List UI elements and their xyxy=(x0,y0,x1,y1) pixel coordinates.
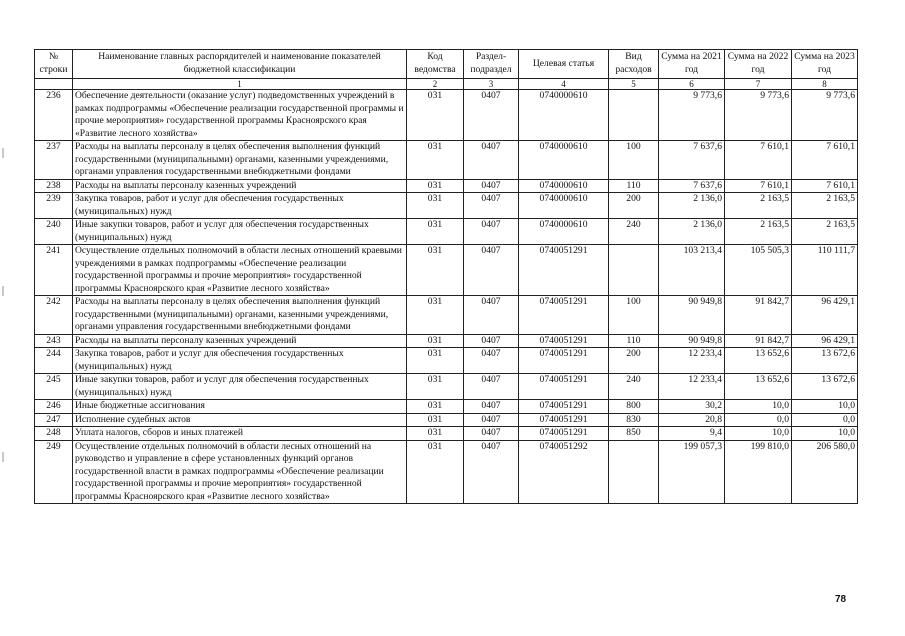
row-expense-type xyxy=(609,245,659,296)
row-sum-2022: 7 610,1 xyxy=(725,141,792,180)
row-name: Осуществление отдельных полномочий в области лесных отношений краевыми учреждениями в рамках подпрограммы «Обеспечение реализации государственной программы и прочие мероприятия» государственной программы Красноярского края «Развитие лесного хозяйства» xyxy=(73,245,407,296)
row-section: 0407 xyxy=(464,179,519,193)
row-section: 0407 xyxy=(464,427,519,441)
row-section: 0407 xyxy=(464,374,519,400)
header-cell: Код ведомства xyxy=(407,50,464,79)
row-sum-2021: 90 949,8 xyxy=(659,334,725,348)
row-sum-2021: 199 057,3 xyxy=(659,440,725,504)
row-sum-2023: 13 672,6 xyxy=(792,348,858,374)
table-row xyxy=(35,179,858,193)
row-sum-2022: 10,0 xyxy=(725,400,792,414)
header-cell: Целевая статья xyxy=(519,50,609,79)
row-number: 245 xyxy=(35,374,73,400)
row-expense-type xyxy=(609,440,659,504)
row-sum-2023: 206 580,0 xyxy=(792,440,858,504)
row-number: 241 xyxy=(35,245,73,296)
row-sum-2022: 2 163,5 xyxy=(725,219,792,245)
row-sum-2022: 7 610,1 xyxy=(725,179,792,193)
row-section: 0407 xyxy=(464,193,519,219)
row-sum-2022: 105 505,3 xyxy=(725,245,792,296)
scan-mark xyxy=(2,148,4,158)
row-sum-2021: 9 773,6 xyxy=(659,90,725,141)
row-number: 244 xyxy=(35,348,73,374)
row-department-code: 031 xyxy=(407,90,464,141)
row-sum-2022: 91 842,7 xyxy=(725,296,792,335)
row-number: 246 xyxy=(35,400,73,414)
table-row xyxy=(35,90,858,141)
row-sum-2023: 7 610,1 xyxy=(792,179,858,193)
row-name: Расходы на выплаты персоналу казенных учреждений xyxy=(73,179,407,193)
row-department-code: 031 xyxy=(407,245,464,296)
row-sum-2021: 2 136,0 xyxy=(659,193,725,219)
row-sum-2022: 2 163,5 xyxy=(725,193,792,219)
row-section: 0407 xyxy=(464,413,519,427)
row-number: 249 xyxy=(35,440,73,504)
scan-mark xyxy=(2,452,4,462)
row-number: 240 xyxy=(35,219,73,245)
row-target-article: 0740051291 xyxy=(519,427,609,441)
table-row xyxy=(35,245,858,296)
row-number: 243 xyxy=(35,334,73,348)
table-row xyxy=(35,427,858,441)
row-department-code: 031 xyxy=(407,440,464,504)
row-expense-type: 240 xyxy=(609,374,659,400)
row-sum-2023: 13 672,6 xyxy=(792,374,858,400)
column-number: 2 xyxy=(407,79,464,90)
row-target-article: 0740051291 xyxy=(519,334,609,348)
row-target-article: 0740000610 xyxy=(519,179,609,193)
row-name: Обеспечение деятельности (оказание услуг) подведомственных учреждений в рамках подпрограммы «Обеспечение реализации государственной программы и прочие мероприятия» государственной программы Красноярского края «Развитие лесного хозяйства» xyxy=(73,90,407,141)
column-number: 4 xyxy=(519,79,609,90)
row-sum-2023: 96 429,1 xyxy=(792,296,858,335)
row-name: Иные закупки товаров, работ и услуг для обеспечения государственных (муниципальных) нужд xyxy=(73,374,407,400)
row-expense-type: 100 xyxy=(609,141,659,180)
column-number xyxy=(35,79,73,90)
column-number: 8 xyxy=(792,79,858,90)
row-name: Расходы на выплаты персоналу казенных учреждений xyxy=(73,334,407,348)
row-name: Осуществление отдельных полномочий в области лесных отношений на руководство и управление в сфере установленных функций органов государственной власти в рамках подпрограммы «Обеспечение реализации государственной программы и прочие мероприятия» государственной программы Красноярского края «Развитие лесного хозяйства» xyxy=(73,440,407,504)
row-section: 0407 xyxy=(464,400,519,414)
table-row xyxy=(35,141,858,180)
table-row xyxy=(35,348,858,374)
row-section: 0407 xyxy=(464,141,519,180)
row-sum-2022: 13 652,6 xyxy=(725,374,792,400)
row-target-article: 0740000610 xyxy=(519,90,609,141)
row-name: Иные закупки товаров, работ и услуг для обеспечения государственных (муниципальных) нужд xyxy=(73,219,407,245)
row-target-article: 0740051291 xyxy=(519,400,609,414)
row-sum-2022: 9 773,6 xyxy=(725,90,792,141)
table-row xyxy=(35,219,858,245)
row-sum-2021: 2 136,0 xyxy=(659,219,725,245)
row-expense-type: 100 xyxy=(609,296,659,335)
row-sum-2023: 9 773,6 xyxy=(792,90,858,141)
header-cell: Вид расходов xyxy=(609,50,659,79)
row-number: 239 xyxy=(35,193,73,219)
header-cell: № строки xyxy=(35,50,73,79)
row-expense-type: 240 xyxy=(609,219,659,245)
row-sum-2023: 110 111,7 xyxy=(792,245,858,296)
table-row xyxy=(35,413,858,427)
row-department-code: 031 xyxy=(407,374,464,400)
row-department-code: 031 xyxy=(407,219,464,245)
row-section: 0407 xyxy=(464,348,519,374)
row-target-article: 0740000610 xyxy=(519,193,609,219)
row-target-article: 0740051291 xyxy=(519,348,609,374)
table-row xyxy=(35,400,858,414)
column-number: 7 xyxy=(725,79,792,90)
row-sum-2022: 199 810,0 xyxy=(725,440,792,504)
row-department-code: 031 xyxy=(407,193,464,219)
row-section: 0407 xyxy=(464,296,519,335)
column-number: 1 xyxy=(73,79,407,90)
column-number: 5 xyxy=(609,79,659,90)
row-section: 0407 xyxy=(464,334,519,348)
row-department-code: 031 xyxy=(407,348,464,374)
row-department-code: 031 xyxy=(407,296,464,335)
row-sum-2021: 12 233,4 xyxy=(659,348,725,374)
row-sum-2021: 90 949,8 xyxy=(659,296,725,335)
page-number: 78 xyxy=(835,594,847,605)
row-department-code: 031 xyxy=(407,427,464,441)
row-target-article: 0740051292 xyxy=(519,440,609,504)
row-number: 242 xyxy=(35,296,73,335)
row-sum-2021: 103 213,4 xyxy=(659,245,725,296)
row-department-code: 031 xyxy=(407,400,464,414)
header-row xyxy=(35,50,858,79)
header-cell: Сумма на 2022 год xyxy=(725,50,792,79)
row-name: Расходы на выплаты персоналу в целях обеспечения выполнения функций государственными (муниципальными) органами, казенными учреждениями, органами управления государственными внебюджетными фондами xyxy=(73,141,407,180)
row-sum-2021: 30,2 xyxy=(659,400,725,414)
table-row xyxy=(35,334,858,348)
row-number: 248 xyxy=(35,427,73,441)
row-expense-type: 830 xyxy=(609,413,659,427)
row-target-article: 0740051291 xyxy=(519,413,609,427)
row-name: Иные бюджетные ассигнования xyxy=(73,400,407,414)
row-name: Расходы на выплаты персоналу в целях обеспечения выполнения функций государственными (муниципальными) органами, казенными учреждениями, органами управления государственными внебюджетными фондами xyxy=(73,296,407,335)
row-target-article: 0740000610 xyxy=(519,141,609,180)
row-department-code: 031 xyxy=(407,141,464,180)
row-sum-2022: 13 652,6 xyxy=(725,348,792,374)
table-body xyxy=(35,90,858,504)
row-expense-type xyxy=(609,90,659,141)
row-name: Закупка товаров, работ и услуг для обеспечения государственных (муниципальных) нужд xyxy=(73,193,407,219)
header-cell: Наименование главных распорядителей и наименование показателей бюджетной классификации xyxy=(73,50,407,79)
row-department-code: 031 xyxy=(407,413,464,427)
row-expense-type: 110 xyxy=(609,334,659,348)
row-name: Закупка товаров, работ и услуг для обеспечения государственных (муниципальных) нужд xyxy=(73,348,407,374)
table-row xyxy=(35,440,858,504)
row-expense-type: 850 xyxy=(609,427,659,441)
row-number: 237 xyxy=(35,141,73,180)
row-sum-2023: 2 163,5 xyxy=(792,193,858,219)
row-sum-2023: 7 610,1 xyxy=(792,141,858,180)
row-number: 247 xyxy=(35,413,73,427)
row-sum-2023: 96 429,1 xyxy=(792,334,858,348)
row-target-article: 0740051291 xyxy=(519,296,609,335)
row-expense-type: 110 xyxy=(609,179,659,193)
scan-mark xyxy=(2,286,4,296)
row-section: 0407 xyxy=(464,90,519,141)
table-row xyxy=(35,296,858,335)
row-department-code: 031 xyxy=(407,179,464,193)
row-sum-2021: 7 637,6 xyxy=(659,179,725,193)
row-sum-2023: 10,0 xyxy=(792,427,858,441)
row-sum-2022: 0,0 xyxy=(725,413,792,427)
row-number: 236 xyxy=(35,90,73,141)
column-number: 3 xyxy=(464,79,519,90)
row-name: Исполнение судебных актов xyxy=(73,413,407,427)
table-row xyxy=(35,193,858,219)
row-section: 0407 xyxy=(464,219,519,245)
row-sum-2021: 20,8 xyxy=(659,413,725,427)
row-target-article: 0740051291 xyxy=(519,374,609,400)
table-row xyxy=(35,374,858,400)
header-cell: Сумма на 2023 год xyxy=(792,50,858,79)
row-department-code: 031 xyxy=(407,334,464,348)
row-sum-2023: 10,0 xyxy=(792,400,858,414)
row-sum-2023: 0,0 xyxy=(792,413,858,427)
row-target-article: 0740000610 xyxy=(519,219,609,245)
column-number-row xyxy=(35,79,858,90)
header-cell: Сумма на 2021 год xyxy=(659,50,725,79)
row-sum-2021: 9,4 xyxy=(659,427,725,441)
row-section: 0407 xyxy=(464,440,519,504)
row-sum-2022: 91 842,7 xyxy=(725,334,792,348)
column-number: 6 xyxy=(659,79,725,90)
header-cell: Раздел-подраздел xyxy=(464,50,519,79)
row-expense-type: 200 xyxy=(609,193,659,219)
row-name: Уплата налогов, сборов и иных платежей xyxy=(73,427,407,441)
row-sum-2021: 7 637,6 xyxy=(659,141,725,180)
row-target-article: 0740051291 xyxy=(519,245,609,296)
row-section: 0407 xyxy=(464,245,519,296)
row-sum-2021: 12 233,4 xyxy=(659,374,725,400)
budget-table xyxy=(34,49,858,504)
row-number: 238 xyxy=(35,179,73,193)
row-expense-type: 200 xyxy=(609,348,659,374)
row-sum-2022: 10,0 xyxy=(725,427,792,441)
row-expense-type: 800 xyxy=(609,400,659,414)
row-sum-2023: 2 163,5 xyxy=(792,219,858,245)
